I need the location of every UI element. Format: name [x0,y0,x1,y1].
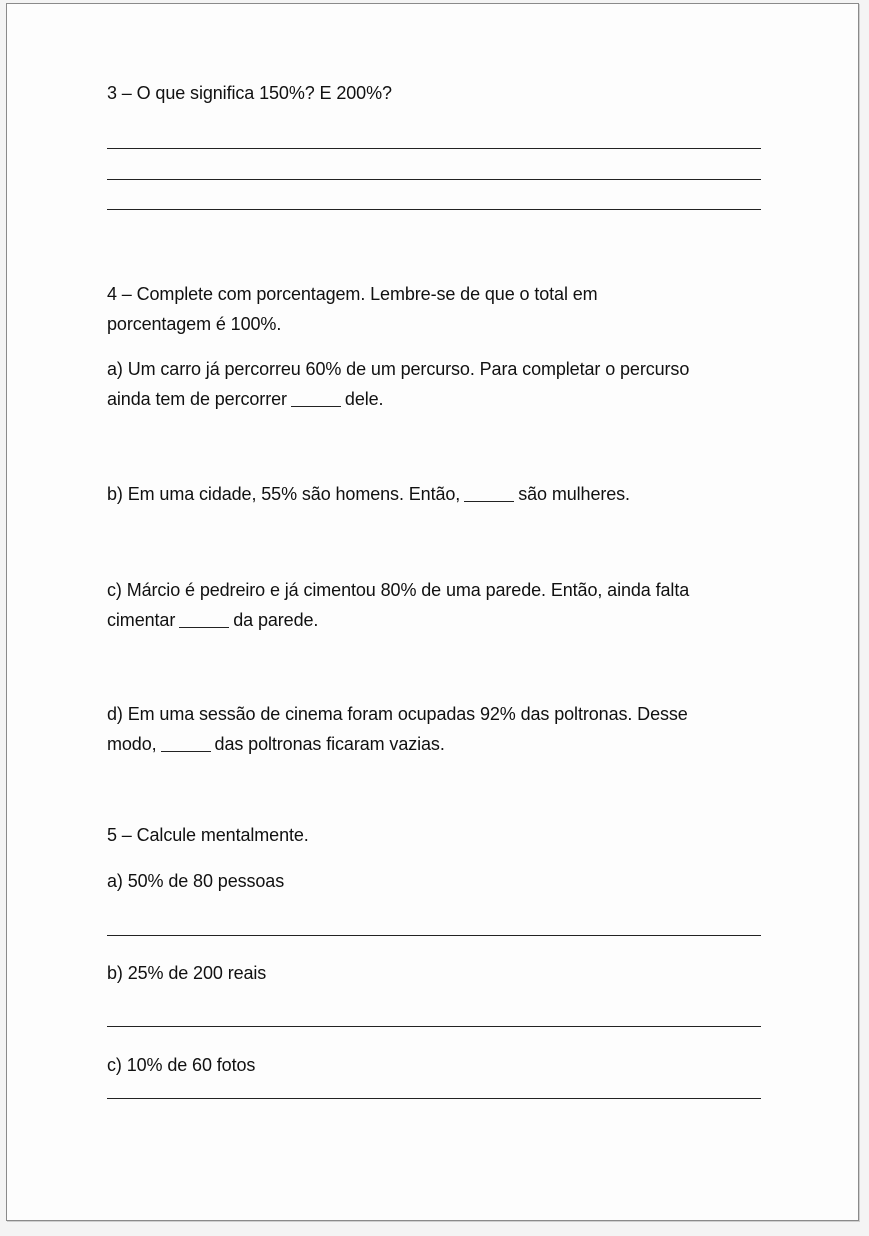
question-4a-line1: a) Um carro já percorreu 60% de um percurso. Para completar o percurso [107,359,690,379]
answer-line-3-1[interactable] [107,148,761,149]
fill-blank-4c[interactable] [179,609,229,628]
question-5b: b) 25% de 200 reais [107,963,267,983]
question-4c-line1: c) Márcio é pedreiro e já cimentou 80% de uma parede. Então, ainda falta [107,580,690,600]
answer-line-5b[interactable] [107,1026,761,1027]
question-3: 3 – O que significa 150%? E 200%? [107,83,392,103]
question-4d-line1: d) Em uma sessão de cinema foram ocupadas 92% das poltronas. Desse [107,704,688,724]
question-4b-text-after: são mulheres. [518,484,630,504]
question-4d-text-before: modo, [107,734,157,754]
question-4-intro-line2: porcentagem é 100%. [107,314,282,334]
question-5a: a) 50% de 80 pessoas [107,871,285,891]
answer-line-3-2[interactable] [107,179,761,180]
question-4c-text-after: da parede. [233,610,319,630]
question-4d-line2 [107,729,767,759]
fill-blank-4d[interactable] [161,733,211,752]
answer-line-3-3[interactable] [107,209,761,210]
question-4c-text-before: cimentar [107,610,176,630]
fill-blank-4b[interactable] [464,483,514,502]
question-4b-text-before: b) Em uma cidade, 55% são homens. Então, [107,484,461,504]
answer-line-5a[interactable] [107,935,761,936]
question-4-intro-line1: 4 – Complete com porcentagem. Lembre-se de que o total em [107,284,598,304]
fill-blank-4a[interactable] [291,388,341,407]
question-4a-text-after: dele. [344,389,384,409]
question-5c: c) 10% de 60 fotos [107,1055,256,1075]
answer-line-5c[interactable] [107,1098,761,1099]
question-4c-line2 [107,605,767,635]
question-4b [107,479,767,509]
question-4d-text-after: das poltronas ficaram vazias. [214,734,445,754]
question-5-intro: 5 – Calcule mentalmente. [107,825,309,845]
question-4a-line2 [107,384,767,414]
question-4a-text-before: ainda tem de percorrer [107,389,287,409]
worksheet-page [6,3,859,1221]
